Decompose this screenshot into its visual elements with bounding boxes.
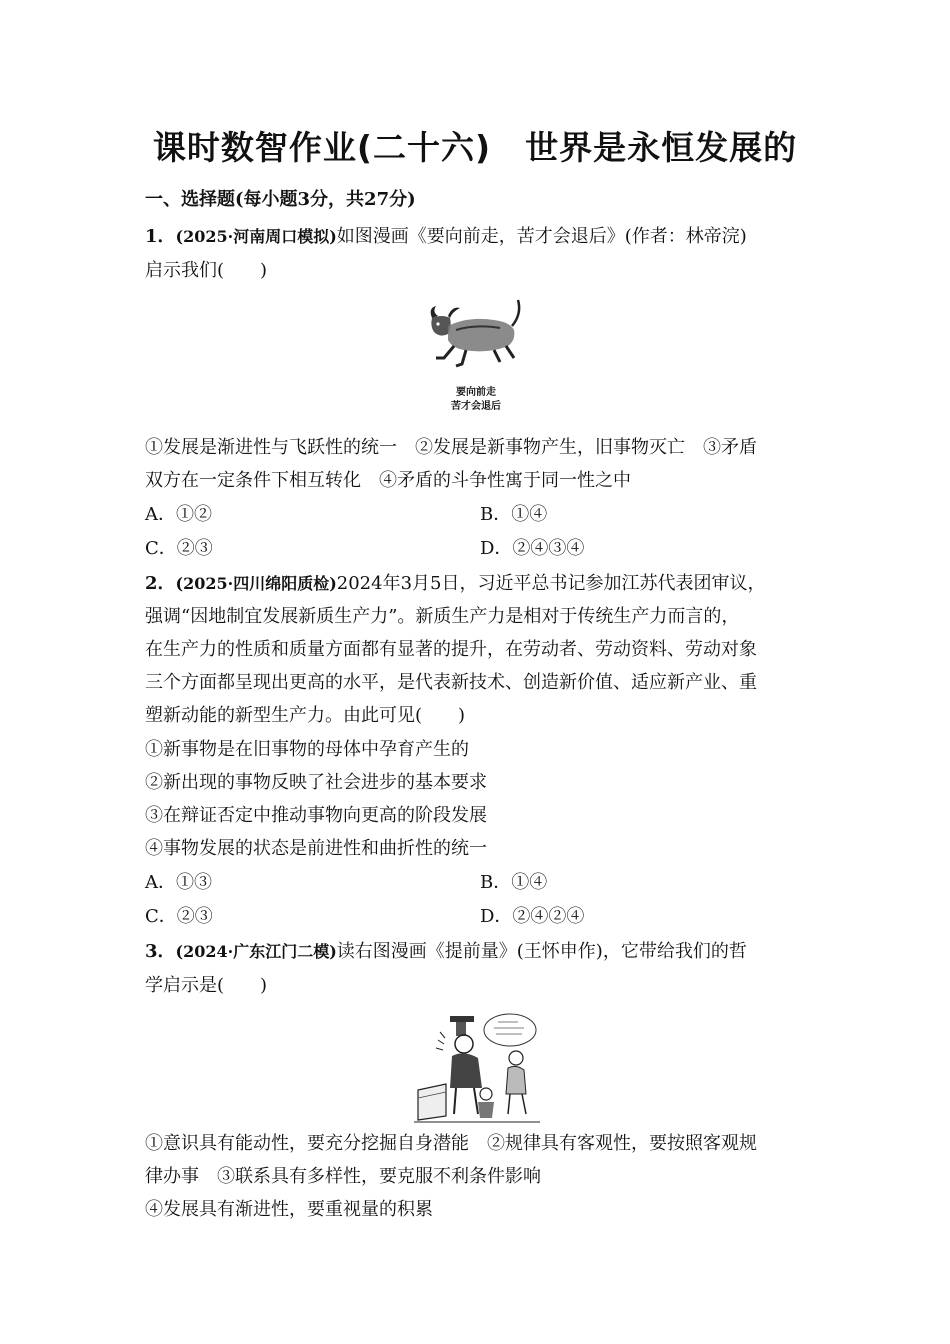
q2-item-1: ①新事物是在旧事物的母体中孕育产生的 bbox=[145, 739, 469, 760]
q2-item-3: ③在辩证否定中推动事物向更高的阶段发展 bbox=[145, 805, 487, 826]
q1-stem-line-2: 启示我们( ) bbox=[145, 260, 268, 281]
q1-option-d: D．②④③④ bbox=[480, 538, 585, 559]
q2-stem: 2024年3月5日，习近平总书记参加江苏代表团审议， bbox=[336, 573, 766, 594]
q3-stem-line-2: 学启示是( ) bbox=[145, 975, 268, 996]
q2-option-c: C．②③ bbox=[145, 906, 213, 927]
q2-stem-line-1 bbox=[145, 572, 766, 596]
q2-option-b: B．①④ bbox=[480, 872, 548, 893]
q3-items-line-3: ④发展具有渐进性，要重视量的积累 bbox=[145, 1199, 433, 1220]
q1-stem-line-1 bbox=[145, 225, 747, 249]
q3-source: (2024·广东江门二模) bbox=[175, 942, 337, 961]
q2-option-a: A．①③ bbox=[145, 872, 212, 893]
q1-option-a: A．①② bbox=[145, 504, 212, 525]
q1-source: (2025·河南周口模拟) bbox=[175, 227, 337, 246]
q1-items-line-2: 双方在一定条件下相互转化 ④矛盾的斗争性寓于同一性之中 bbox=[145, 470, 631, 491]
q3-items-line-2: 律办事 ③联系具有多样性，要克服不利条件影响 bbox=[145, 1166, 541, 1187]
q3-stem-line-1 bbox=[145, 940, 747, 964]
q2-number: 2． bbox=[145, 573, 176, 594]
page-title: 课时数智作业(二十六) 世界是永恒发展的 bbox=[152, 128, 798, 167]
q2-item-4: ④事物发展的状态是前进性和曲折性的统一 bbox=[145, 838, 487, 859]
q1-figure-caption-line-2: 苦才会退后 bbox=[451, 401, 501, 412]
cartoon-sketch-image bbox=[412, 1010, 542, 1126]
q1-items-line-1: ①发展是渐进性与飞跃性的统一 ②发展是新事物产生，旧事物灭亡 ③矛盾 bbox=[145, 437, 757, 458]
q1-option-b: B．①④ bbox=[480, 504, 548, 525]
q3-number: 3． bbox=[145, 941, 176, 962]
q2-source: (2025·四川绵阳质检) bbox=[175, 574, 337, 593]
q1-cartoon-figure bbox=[418, 296, 534, 422]
q3-items-line-1: ①意识具有能动性，要充分挖掘自身潜能 ②规律具有客观性，要按照客观规 bbox=[145, 1133, 757, 1154]
q1-stem: 如图漫画《要向前走，苦才会退后》(作者：林帝浣) bbox=[336, 226, 747, 247]
q2-stem-line-5: 塑新动能的新型生产力。由此可见( ) bbox=[145, 705, 466, 726]
q2-option-d: D．②④②④ bbox=[480, 906, 585, 927]
q3-cartoon-figure bbox=[412, 1010, 542, 1126]
q1-number: 1． bbox=[145, 226, 176, 247]
q1-option-c: C．②③ bbox=[145, 538, 213, 559]
q2-stem-line-2: 强调“因地制宜发展新质生产力”。新质生产力是相对于传统生产力而言的， bbox=[145, 606, 740, 627]
q3-stem: 读右图漫画《提前量》(王怀申作)，它带给我们的哲 bbox=[336, 941, 747, 962]
q2-stem-line-4: 三个方面都呈现出更高的水平，是代表新技术、创造新价值、适应新产业、重 bbox=[145, 672, 757, 693]
q1-figure-caption-line-1: 要向前走 bbox=[456, 387, 496, 398]
q1-figure-caption bbox=[418, 386, 534, 414]
section-heading: 一、选择题(每小题3分，共27分) bbox=[145, 189, 416, 210]
q2-item-2: ②新出现的事物反映了社会进步的基本要求 bbox=[145, 772, 487, 793]
q2-stem-line-3: 在生产力的性质和质量方面都有显著的提升，在劳动者、劳动资料、劳动对象 bbox=[145, 639, 757, 660]
